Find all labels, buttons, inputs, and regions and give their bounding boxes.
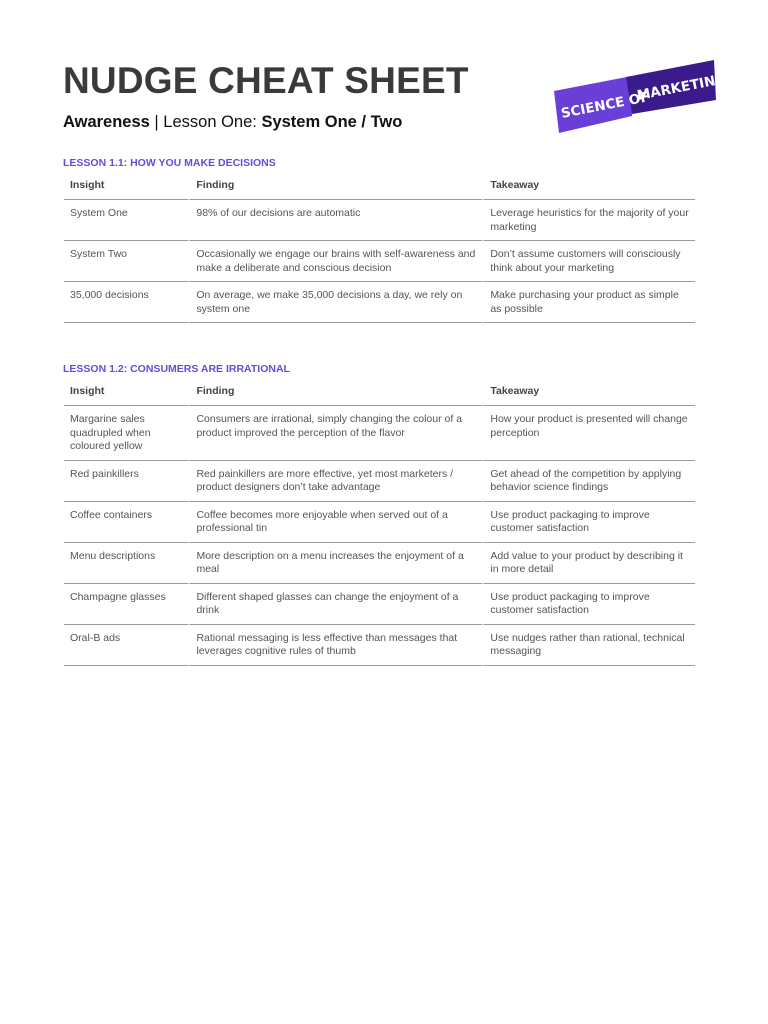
column-header-insight: Insight (64, 171, 188, 200)
table-row (64, 461, 695, 502)
cell-insight: 35,000 decisions (64, 282, 188, 323)
cell-takeaway: How your product is presented will change perception (482, 406, 695, 461)
page-subtitle (63, 113, 402, 132)
cell-insight: Menu descriptions (64, 543, 188, 584)
column-header-finding: Finding (188, 171, 482, 200)
table-row (64, 282, 695, 323)
cell-finding: 98% of our decisions are automatic (188, 200, 482, 241)
cell-takeaway: Use product packaging to improve customer satisfaction (482, 584, 695, 625)
cell-takeaway: Use product packaging to improve customer satisfaction (482, 502, 695, 543)
table-row (64, 502, 695, 543)
section-heading-1-1: LESSON 1.1: HOW YOU MAKE DECISIONS (63, 157, 276, 169)
table-row (64, 406, 695, 461)
table-row (64, 241, 695, 282)
cell-finding: Consumers are irrational, simply changing the colour of a product improved the perception of the flavor (188, 406, 482, 461)
column-header-finding: Finding (188, 377, 482, 406)
cell-takeaway: Use nudges rather than rational, technical messaging (482, 625, 695, 666)
logo-text-science-of: SCIENCE OF (559, 89, 651, 122)
lesson-1-1-table (64, 171, 695, 323)
table-row (64, 584, 695, 625)
cell-insight: System Two (64, 241, 188, 282)
cell-takeaway: Get ahead of the competition by applying behavior science findings (482, 461, 695, 502)
table-row (64, 200, 695, 241)
cell-insight: Margarine sales quadrupled when coloured yellow (64, 406, 188, 461)
table-row (64, 543, 695, 584)
section-heading-1-2: LESSON 1.2: CONSUMERS ARE IRRATIONAL (63, 363, 290, 375)
subtitle-lesson-name: System One / Two (261, 113, 403, 131)
cell-finding: On average, we make 35,000 decisions a day, we rely on system one (188, 282, 482, 323)
cell-insight: Oral-B ads (64, 625, 188, 666)
science-of-marketing-logo (554, 58, 728, 136)
subtitle-category: Awareness (63, 113, 150, 131)
table-header-row (64, 377, 695, 406)
column-header-takeaway: Takeaway (482, 171, 695, 200)
cell-finding: Rational messaging is less effective than messages that leverages cognitive rules of thumb (188, 625, 482, 666)
cell-finding: Different shaped glasses can change the enjoyment of a drink (188, 584, 482, 625)
logo-text-marketing: MARKETING (635, 70, 728, 104)
cell-takeaway: Add value to your product by describing it in more detail (482, 543, 695, 584)
cell-finding: Coffee becomes more enjoyable when served out of a professional tin (188, 502, 482, 543)
lesson-1-2-table (64, 377, 695, 666)
cell-finding: Red painkillers are more effective, yet most marketers / product designers don’t take advantage (188, 461, 482, 502)
table-header-row (64, 171, 695, 200)
table-row (64, 625, 695, 666)
cell-insight: System One (64, 200, 188, 241)
cell-takeaway: Leverage heuristics for the majority of your marketing (482, 200, 695, 241)
table-body (64, 200, 695, 323)
column-header-insight: Insight (64, 377, 188, 406)
cell-takeaway: Make purchasing your product as simple as possible (482, 282, 695, 323)
table-body (64, 406, 695, 666)
page-title: NUDGE CHEAT SHEET (63, 60, 469, 101)
cell-insight: Champagne glasses (64, 584, 188, 625)
subtitle-lesson-prefix: | Lesson One: (149, 113, 262, 131)
cell-finding: Occasionally we engage our brains with self-awareness and make a deliberate and conscious decision (188, 241, 482, 282)
cell-insight: Red painkillers (64, 461, 188, 502)
cell-insight: Coffee containers (64, 502, 188, 543)
cell-finding: More description on a menu increases the enjoyment of a meal (188, 543, 482, 584)
cell-takeaway: Don’t assume customers will consciously think about your marketing (482, 241, 695, 282)
column-header-takeaway: Takeaway (482, 377, 695, 406)
